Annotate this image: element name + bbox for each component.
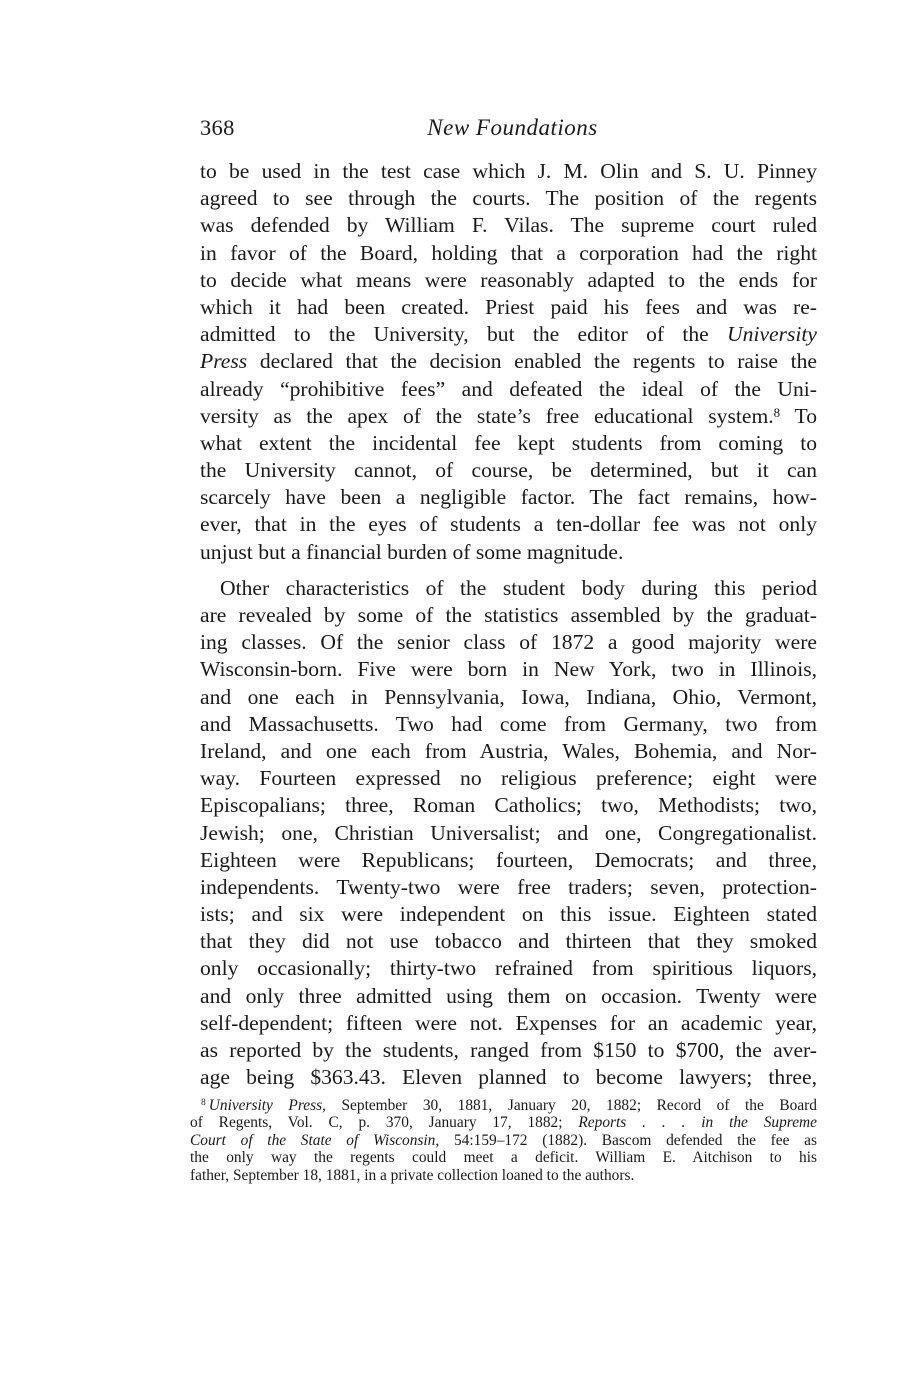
body-line: that they did not use tobacco and thirteen that they smoked	[200, 929, 817, 954]
footnote-text: 54:159–172 (1882). Bascom defended the fee as	[453, 1131, 817, 1149]
body-line: unjust but a financial burden of some magnitude.	[200, 539, 624, 564]
body-line: Eighteen were Republicans; fourteen, Democrats; and three,	[200, 847, 817, 872]
body-line: are revealed by some of the statistics assembled by the graduat-	[200, 603, 817, 627]
body-line-text: To	[794, 403, 817, 428]
running-title: New Foundations	[427, 115, 598, 140]
page-header	[200, 115, 817, 149]
footnote-reference: 8	[773, 404, 781, 420]
footnote-line	[190, 1097, 817, 1114]
body-line: and Massachusetts. Two had come from Germany, two from	[200, 711, 817, 736]
body-line: already “prohibitive fees” and defeated the ideal of the Uni-	[200, 376, 817, 401]
italic-title: University	[727, 322, 817, 347]
body-line: way. Fourteen expressed no religious preference; eight were	[200, 766, 817, 791]
body-line: as reported by the students, ranged from $150 to $700, the aver-	[200, 1038, 817, 1062]
footnote-line	[190, 1114, 817, 1131]
body-line: agreed to see through the courts. The position of the regents	[200, 186, 817, 211]
body-line: and one each in Pennsylvania, Iowa, Indiana, Ohio, Vermont,	[200, 684, 817, 709]
footnote-italic: University Press,	[208, 1097, 326, 1114]
italic-title: Press	[200, 349, 248, 374]
page-number: 368	[200, 115, 235, 140]
footnote-text: of Regents, Vol. C, p. 370, January 17, 1882;	[190, 1114, 563, 1132]
footnote-marker: 8	[201, 1097, 206, 1109]
body-line	[200, 348, 817, 375]
body-line: ing classes. Of the senior class of 1872 a good majority were	[200, 630, 817, 655]
footnote	[190, 1097, 817, 1184]
footnote-line	[190, 1132, 817, 1149]
paragraph-gap	[200, 566, 817, 575]
body-line-text: declared that the decision enabled the regents to raise the	[259, 349, 818, 374]
footnote-text: September 30, 1881, January 20, 1882; Record of the Board	[341, 1097, 817, 1114]
footnote-italic: Reports . . . in the Supreme	[578, 1114, 818, 1132]
footnote-line: the only way the regents could meet a deficit. William E. Aitchison to his	[190, 1149, 817, 1167]
body-line: the University cannot, of course, be determined, but it can	[200, 458, 817, 483]
body-line: what extent the incidental fee kept students from coming to	[200, 430, 817, 455]
body-line: scarcely have been a negligible factor. The fact remains, how-	[200, 485, 817, 510]
body-line: and only three admitted using them on occasion. Twenty were	[200, 983, 817, 1008]
body-line-text: versity as the apex of the state’s free educational system.	[200, 403, 774, 428]
body-line: which it had been created. Priest paid his fees and was re-	[200, 294, 817, 319]
body-line: only occasionally; thirty-two refrained from spiritious liquors,	[200, 956, 817, 981]
body-line: Jewish; one, Christian Universalist; and one, Congregationalist.	[200, 820, 817, 845]
body-line: Ireland, and one each from Austria, Wales, Bohemia, and Nor-	[200, 738, 817, 763]
body-line: independents. Twenty-two were free traders; seven, protection-	[200, 874, 817, 899]
body-line: age being $363.43. Eleven planned to become lawyers; three,	[200, 1065, 817, 1090]
footnote-line: father, September 18, 1881, in a private collection loaned to the authors.	[190, 1166, 635, 1184]
body-line	[200, 403, 817, 430]
body-line	[200, 321, 817, 348]
body-line: to decide what means were reasonably adapted to the ends for	[200, 267, 817, 292]
footnote-italic: Court of the State of Wisconsin,	[190, 1131, 440, 1149]
body-line: to be used in the test case which J. M. Olin and S. U. Pinney	[200, 159, 817, 183]
body-line: ists; and six were independent on this issue. Eighteen stated	[200, 902, 817, 927]
body-line: ever, that in the eyes of students a ten-dollar fee was not only	[200, 512, 817, 537]
body-line: Episcopalians; three, Roman Catholics; two, Methodists; two,	[200, 793, 817, 818]
body-line-text: admitted to the University, but the editor of the	[200, 322, 709, 347]
body-line: Other characteristics of the student body during this period	[220, 575, 817, 600]
body-line: self-dependent; fifteen were not. Expenses for an academic year,	[200, 1010, 817, 1035]
body-line: Wisconsin-born. Five were born in New York, two in Illinois,	[200, 657, 817, 682]
body-line: in favor of the Board, holding that a corporation had the right	[200, 240, 817, 265]
body-line: was defended by William F. Vilas. The supreme court ruled	[200, 213, 817, 238]
body-text	[200, 158, 817, 1091]
